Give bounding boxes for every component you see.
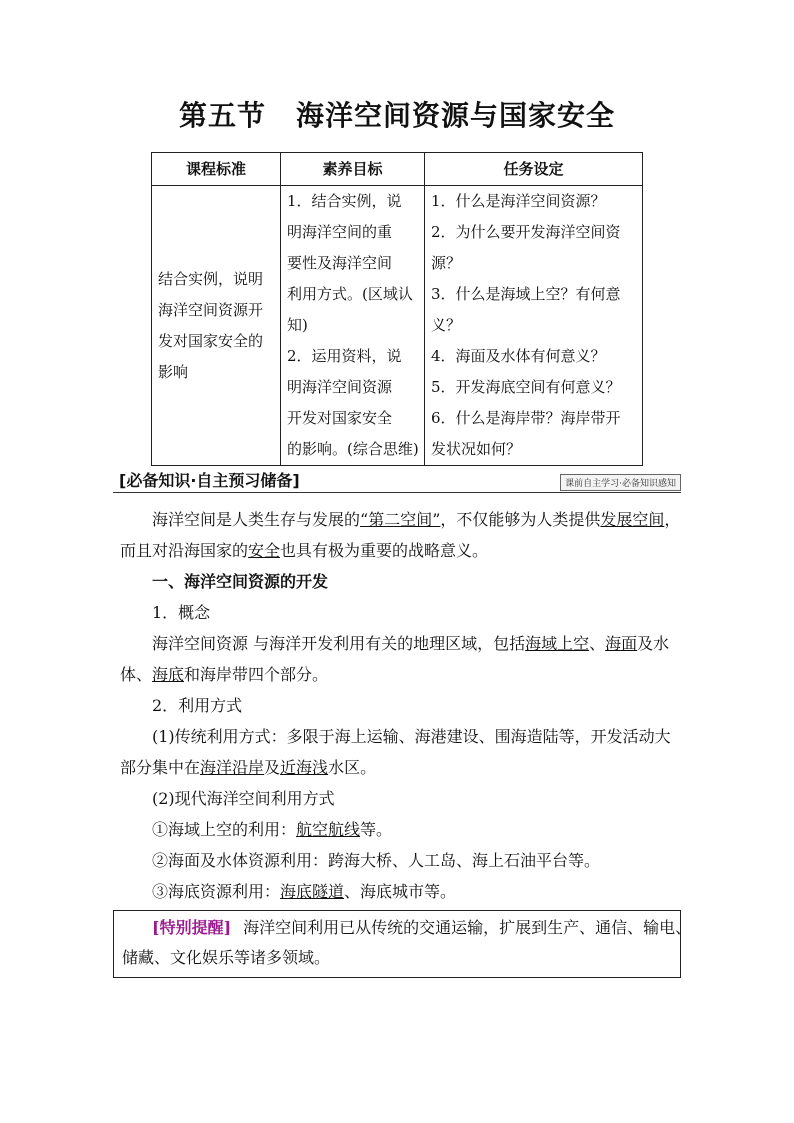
traditional-text: 水区。 — [328, 758, 377, 777]
literacy-line: 利用方式。(区域认 — [287, 285, 413, 303]
standard-line: 结合实例，说明 — [158, 269, 264, 288]
intro-text: 海洋空间是人类生存与发展的 — [152, 510, 361, 529]
intro-underlined: “第二空间” — [360, 510, 441, 529]
concept-text: 、 — [589, 634, 606, 653]
task-line: 5．开发海底空间有何意义？ — [431, 378, 621, 396]
item-text: ③海底资源利用： — [152, 882, 281, 901]
development-section — [120, 566, 680, 907]
literacy-line: 明海洋空间资源 — [287, 378, 393, 396]
task-line: 6．什么是海岸带？海岸带开 — [431, 409, 621, 427]
traditional-line: (1)传统利用方式：多限于海上运输、海港建设、围海造陆等，开发活动大 — [152, 727, 671, 746]
task-cell — [425, 186, 643, 466]
section-tag: 课前自主学习·必备知识感知 — [560, 474, 681, 491]
intro-underlined: 安全 — [248, 541, 281, 560]
task-line: 2．为什么要开发海洋空间资 — [431, 223, 621, 241]
concept-underlined: 海域上空 — [525, 634, 590, 653]
literacy-line: 开发对国家安全 — [287, 409, 393, 427]
page-title-section: 第五节 — [178, 99, 266, 132]
header-task: 任务设定 — [425, 153, 643, 186]
intro-paragraph — [120, 504, 680, 566]
literacy-line: 2．运用资料，说 — [287, 347, 402, 365]
item-text: ①海域上空的利用： — [152, 820, 297, 839]
concept-text: 及水 — [637, 634, 670, 653]
section-heading-bar — [113, 468, 681, 493]
standard-line: 海洋空间资源开 — [158, 300, 264, 319]
concept-underlined: 海面 — [605, 634, 638, 653]
task-line: 4．海面及水体有何意义？ — [431, 347, 606, 365]
heading-development: 一、海洋空间资源的开发 — [152, 572, 329, 591]
modern-heading: (2)现代海洋空间利用方式 — [152, 789, 335, 808]
item-underlined: 航空航线 — [296, 820, 361, 839]
intro-underlined: 发展空间 — [600, 510, 665, 529]
intro-text: 而且对沿海国家的 — [120, 541, 249, 560]
item-line: ②海面及水体资源利用：跨海大桥、人工岛、海上石油平台等。 — [152, 851, 601, 870]
literacy-line: 的影响。(综合思维) — [287, 440, 419, 458]
standards-table — [151, 152, 643, 466]
item-text: 等。 — [360, 820, 393, 839]
task-line: 1．什么是海洋空间资源？ — [431, 192, 606, 210]
concept-text: 体、 — [120, 665, 153, 684]
standard-line: 影响 — [158, 362, 189, 381]
section-heading: [必备知识·自主预习储备] — [119, 471, 300, 490]
concept-underlined: 海底 — [152, 665, 185, 684]
sub-heading-usage: 2．利用方式 — [152, 696, 243, 715]
page-title-topic: 海洋空间资源与国家安全 — [296, 99, 616, 132]
table-row — [152, 186, 643, 466]
task-line: 发状况如何？ — [431, 440, 522, 458]
item-text: 、海底城市等。 — [344, 882, 457, 901]
table-header-row — [152, 153, 643, 186]
literacy-line: 1．结合实例，说 — [287, 192, 402, 210]
reminder-label: [特别提醒] — [152, 918, 232, 937]
concept-text: 和海岸带四个部分。 — [184, 665, 329, 684]
standard-line: 发对国家安全的 — [158, 331, 264, 350]
traditional-underlined: 海洋沿岸 — [200, 758, 265, 777]
literacy-line: 明海洋空间的重 — [287, 223, 393, 241]
concept-text: 海洋空间资源 与海洋开发利用有关的地理区域，包括 — [152, 634, 526, 653]
standard-cell — [152, 186, 281, 466]
task-line: 源？ — [431, 254, 462, 272]
sub-heading-concept: 1．概念 — [152, 603, 211, 622]
intro-text: 也具有极为重要的战略意义。 — [280, 541, 489, 560]
special-reminder-box — [113, 910, 692, 978]
traditional-underlined: 近海浅 — [280, 758, 329, 777]
reminder-text: 储藏、文化娱乐等诸多领域。 — [122, 948, 331, 967]
intro-text: ，不仅能够为人类提供 — [440, 510, 601, 529]
traditional-text: 及 — [264, 758, 281, 777]
intro-text: ， — [664, 510, 681, 529]
literacy-cell — [281, 186, 425, 466]
header-standard: 课程标准 — [152, 153, 281, 186]
reminder-text: 海洋空间利用已从传统的交通运输，扩展到生产、通信、输电、 — [243, 918, 692, 937]
traditional-text: 部分集中在 — [120, 758, 201, 777]
task-line: 义？ — [431, 316, 462, 334]
item-underlined: 海底隧道 — [280, 882, 345, 901]
literacy-line: 要性及海洋空间 — [287, 254, 393, 272]
task-line: 3．什么是海域上空？有何意 — [431, 285, 621, 303]
literacy-line: 知) — [287, 316, 308, 334]
page-title — [0, 94, 794, 134]
header-literacy: 素养目标 — [281, 153, 425, 186]
